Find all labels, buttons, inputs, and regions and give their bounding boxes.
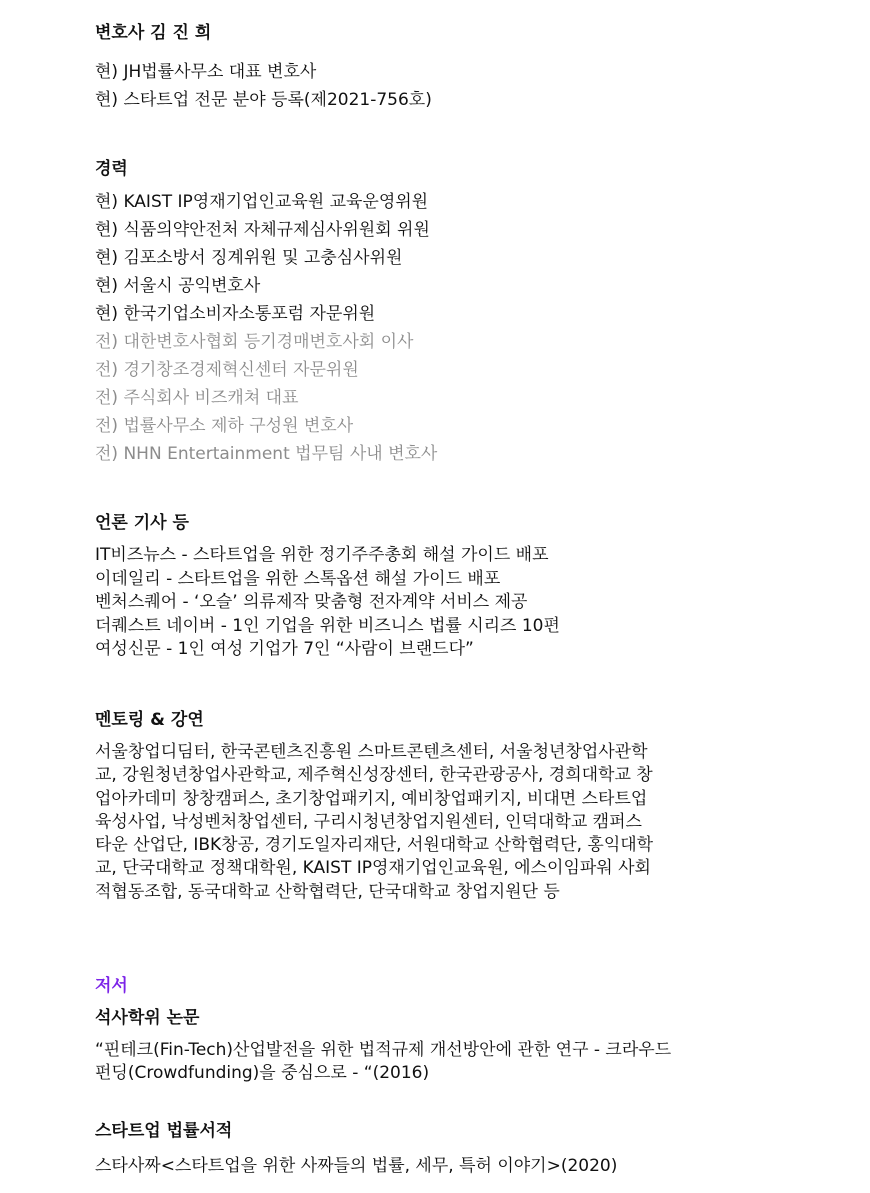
career-item-current: 현) 식품의약안전처 자체규제심사위원회 위원 [95,220,430,240]
books-title: 저서 [95,976,128,996]
career-item-current: 현) KAIST IP영재기업인교육원 교육운영위원 [95,192,429,212]
thesis-text: “핀테크(Fin-Tech)산업발전을 위한 법적규제 개선방안에 관한 연구 - 크라우드 펀딩(Crowdfunding)을 중심으로 - “(2016) [95,1040,672,1084]
career-item-former: 전) 주식회사 비즈캐쳐 대표 [95,388,299,408]
career-item-current: 현) 김포소방서 징계위원 및 고충심사위원 [95,248,403,268]
career-item-former: 전) 법률사무소 제하 구성원 변호사 [95,416,354,436]
profile-line: 현) JH법률사무소 대표 변호사 [95,62,317,82]
career-item-former: 전) 경기창조경제혁신센터 자문위원 [95,360,359,380]
career-item-current: 현) 한국기업소비자소통포럼 자문위원 [95,304,376,324]
career-title: 경력 [95,159,128,179]
mentoring-text: 서울창업디딤터, 한국콘텐츠진흥원 스마트콘텐츠센터, 서울청년창업사관학교, 강원청년창업사관학교, 제주혁신성장센터, 한국관광공사, 경희대학교 창업아카데미 창창캠퍼스, 초기창업패키지, 예비창업패키지, 비대면 스타트업 육성사업, 낙성벤처창업센터, 구리시청년창업지원센터, 인덕대학교 캠퍼스타운 산업단, IBK창공, 경기도일자리재단, 서원대학교 산학협력단, 홍익대학교, 단국대학교 정책대학원, KAIST IP영재기업인교육원, 에스이임파워 사회적협동조합, 동국대학교 산학협력단, 단국대학교 창업지원단 등 [95,742,654,902]
mentoring-section [95,709,715,904]
legal-books-text: 스타사짜<스타트업을 위한 사짜들의 법률, 세무, 특허 이야기>(2020) [95,1155,618,1176]
media-item: 벤처스퀘어 - ‘오슬’ 의류제작 맞춤형 전자계약 서비스 제공 [95,592,528,612]
media-item: IT비즈뉴스 - 스타트업을 위한 정기주주총회 해설 가이드 배포 [95,545,549,565]
profile-section [95,22,715,114]
career-item-former: 전) NHN Entertainment 법무팀 사내 변호사 [95,444,438,464]
career-item-current: 현) 서울시 공익변호사 [95,276,261,296]
profile-line: 현) 스타트업 전문 분야 등록(제2021-756호) [95,90,432,110]
profile-name: 변호사 김 진 희 [95,23,212,43]
mentoring-title: 멘토링 & 강연 [95,710,204,730]
legal-books-title: 스타트업 법률서적 [95,1120,233,1141]
media-title: 언론 기사 등 [95,513,189,533]
career-item-former: 전) 대한변호사협회 등기경매변호사회 이사 [95,332,414,352]
career-section [95,158,715,468]
media-item: 이데일리 - 스타트업을 위한 스톡옵션 해설 가이드 배포 [95,568,501,589]
media-item: 더퀘스트 네이버 - 1인 기업을 위한 비즈니스 법률 시리즈 10편 [95,615,560,636]
thesis-title: 석사학위 논문 [95,1008,200,1028]
media-item: 여성신문 - 1인 여성 기업가 7인 “사람이 브랜드다” [95,639,474,659]
books-section [95,975,715,1180]
media-section [95,512,715,662]
